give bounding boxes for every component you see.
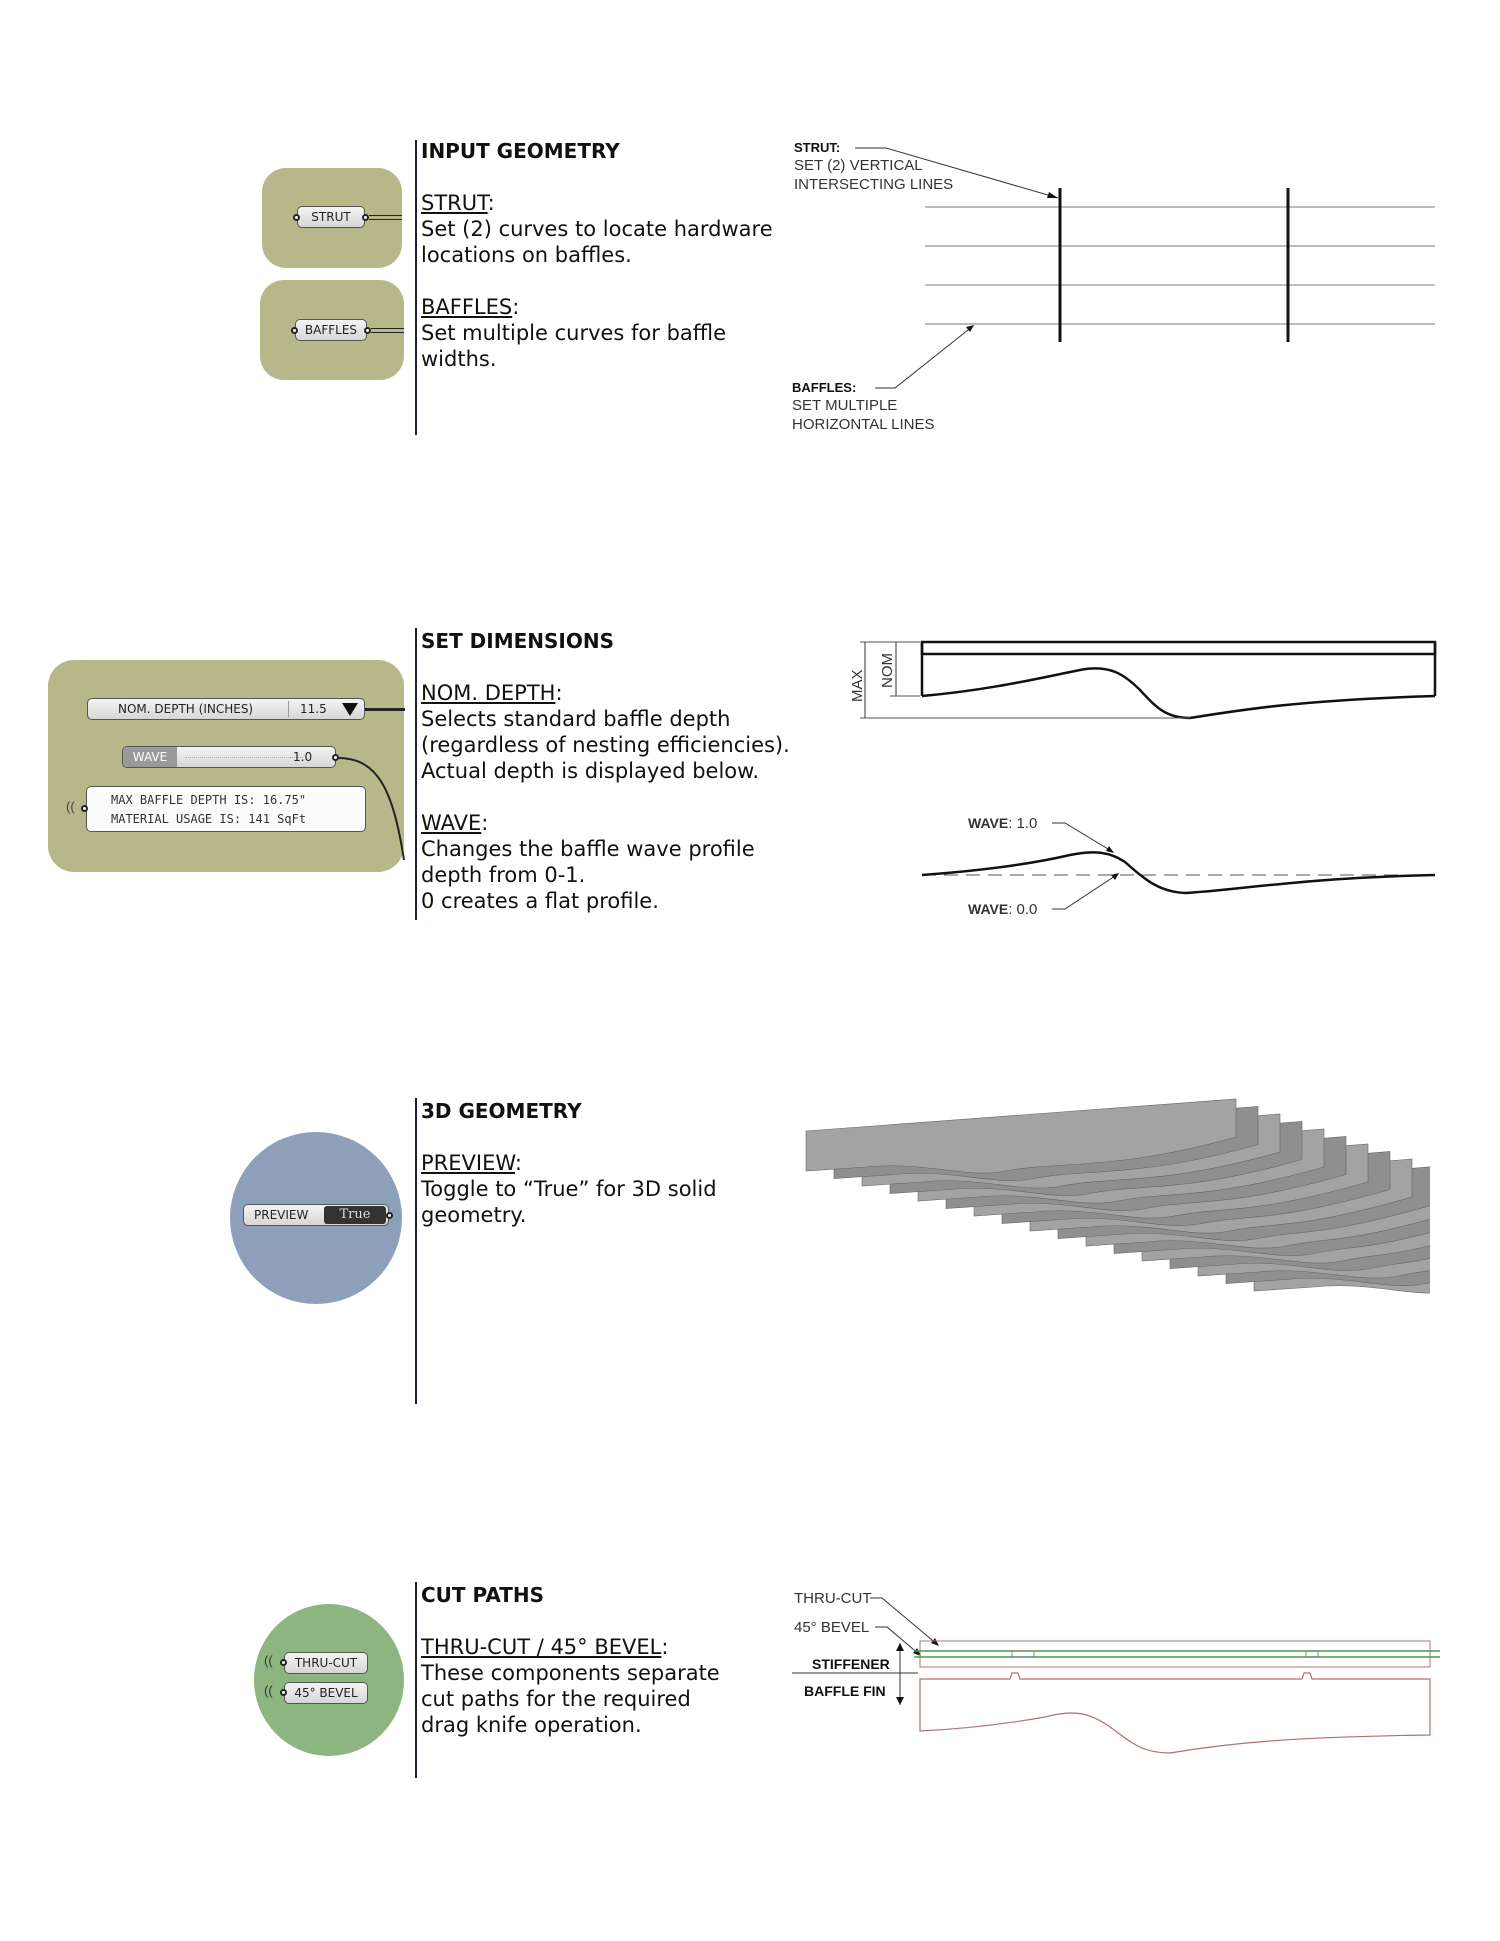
- preview-desc-1: Toggle to “True” for 3D solid: [421, 1177, 717, 1201]
- strut-desc-1: Set (2) curves to locate hardware: [421, 217, 773, 241]
- baffle-profile: [922, 668, 1435, 718]
- strut-desc-2: locations on baffles.: [421, 243, 632, 267]
- wifi-icon: ((: [66, 799, 75, 814]
- baffles-desc-1: Set multiple curves for baffle: [421, 321, 727, 345]
- cutpaths-desc-1: These components separate: [421, 1661, 720, 1685]
- panel-port-left: [81, 805, 88, 812]
- cutpaths-node-bg: [254, 1604, 404, 1756]
- wave-profile: [922, 852, 1435, 893]
- nom-term: NOM. DEPTH: [421, 681, 556, 705]
- wave-term: WAVE: [421, 811, 482, 835]
- svg-text:WAVE: 0.0: WAVE: 0.0: [968, 901, 1038, 918]
- diag-wave-low-label: WAVE: [968, 901, 1009, 917]
- output-panel: [86, 786, 366, 832]
- diag-wave-high-label: WAVE: [968, 815, 1009, 831]
- baffles-node-port-left: [291, 327, 298, 334]
- baffle-3d-render: [800, 1095, 1430, 1425]
- wifi-icon: ((: [264, 1683, 273, 1698]
- diag-wave-low-value: 0.0: [1016, 901, 1038, 918]
- diag-strut-line2: INTERSECTING LINES: [794, 176, 954, 193]
- toggle-label: PREVIEW: [254, 1208, 309, 1222]
- strut-node-port-right: [362, 214, 369, 221]
- baffles-wire: [371, 328, 404, 333]
- strut-node-port-left: [293, 214, 300, 221]
- baffles-term: BAFFLES: [421, 295, 513, 319]
- cutpaths-desc-2: cut paths for the required: [421, 1687, 691, 1711]
- strut-node[interactable]: STRUT: [297, 206, 365, 228]
- cutpaths-divider: [415, 1582, 417, 1778]
- strut-term: STRUT: [421, 191, 488, 215]
- cutpaths-term: THRU-CUT / 45° BEVEL: [421, 1635, 662, 1659]
- input-diagram: [790, 130, 1450, 440]
- diag-baffles-title: BAFFLES:: [792, 380, 857, 395]
- nom-depth-dropdown[interactable]: [87, 698, 365, 720]
- panel-line-1: MAX BAFFLE DEPTH IS: 16.75": [111, 793, 307, 807]
- slider-value: 1.0: [293, 750, 313, 764]
- dimensions-divider: [415, 628, 417, 920]
- baffle-outline: [922, 642, 1435, 654]
- dimensions-heading: SET DIMENSIONS: [421, 629, 615, 653]
- diag-strut-line1: SET (2) VERTICAL: [794, 157, 923, 174]
- diag-baffles-line1: SET MULTIPLE: [792, 397, 898, 414]
- preview-desc-2: geometry.: [421, 1203, 527, 1227]
- thru-cut-port: [280, 1659, 287, 1666]
- diag-nom: NOM: [879, 653, 896, 688]
- wave-slider[interactable]: [122, 746, 336, 768]
- strut-leader-arrow: [1047, 192, 1058, 198]
- baffles-desc-2: widths.: [421, 347, 497, 371]
- preview-toggle[interactable]: [243, 1204, 389, 1226]
- wave-desc-3: 0 creates a flat profile.: [421, 889, 659, 913]
- wave-low-leader: [1052, 874, 1118, 909]
- thru-cut-node[interactable]: THRU-CUT: [284, 1652, 368, 1674]
- baffle-fins: [806, 1099, 1430, 1293]
- cutpaths-desc-3: drag knife operation.: [421, 1713, 642, 1737]
- toggle-value[interactable]: True: [324, 1206, 386, 1224]
- nom-desc-3: Actual depth is displayed below.: [421, 759, 760, 783]
- dropdown-label: NOM. DEPTH (INCHES): [118, 702, 254, 716]
- input-heading: INPUT GEOMETRY: [421, 139, 620, 163]
- input-text: INPUT GEOMETRY STRUT: Set (2) curves to locate hardware locations on baffles. BAFFLES: Set multiple curves for baffle widths.: [421, 138, 801, 372]
- nom-desc-2: (regardless of nesting efficiencies).: [421, 733, 790, 757]
- cutpaths-heading: CUT PATHS: [421, 1583, 545, 1607]
- wave-high-leader: [1052, 823, 1113, 852]
- baffles-node[interactable]: BAFFLES: [295, 319, 367, 341]
- baffles-leader: [875, 326, 973, 388]
- cutpaths-text: CUT PATHS THRU-CUT / 45° BEVEL: These components separate cut paths for the required drag knife operation.: [421, 1582, 801, 1738]
- bevel-node[interactable]: 45° BEVEL: [284, 1682, 368, 1704]
- strut-wire: [369, 215, 402, 220]
- diag-baffle-fin: BAFFLE FIN: [804, 1683, 886, 1699]
- diag-max: MAX: [849, 669, 866, 702]
- preview-term: PREVIEW: [421, 1151, 515, 1175]
- slider-label: WAVE: [123, 747, 177, 767]
- diag-baffles-line2: HORIZONTAL LINES: [792, 416, 935, 433]
- baffle-lines: [925, 207, 1435, 324]
- diag-strut-title: STRUT:: [794, 140, 841, 155]
- dimensions-diagram: [820, 630, 1450, 930]
- dimensions-text: SET DIMENSIONS NOM. DEPTH: Selects standard baffle depth (regardless of nesting efficiencies). Actual depth is displayed below. WAVE: Changes the baffle wave profile depth from 0-1. 0 creates a flat profile.: [421, 628, 801, 914]
- input-divider: [415, 140, 417, 435]
- dropdown-value: 11.5: [300, 702, 327, 716]
- nom-desc-1: Selects standard baffle depth: [421, 707, 731, 731]
- diag-stiffener: STIFFENER: [812, 1656, 890, 1672]
- baffles-node-port-right: [364, 327, 371, 334]
- dropdown-divider: [288, 701, 289, 717]
- chevron-down-icon[interactable]: [342, 703, 358, 716]
- toggle-port: [386, 1212, 393, 1219]
- geometry3d-text: 3D GEOMETRY PREVIEW: Toggle to “True” for 3D solid geometry.: [421, 1098, 801, 1228]
- svg-text:WAVE: 1.0: WAVE: 1.0: [968, 815, 1038, 832]
- cutpaths-diagram: [790, 1585, 1450, 1785]
- stiffener-outline: [920, 1641, 1430, 1667]
- diag-thru: THRU-CUT: [794, 1590, 872, 1607]
- diag-bevel: 45° BEVEL: [794, 1619, 870, 1636]
- slider-track[interactable]: [185, 757, 303, 759]
- strut-lines: [1060, 188, 1288, 342]
- dropdown-wire: [365, 708, 405, 711]
- wave-desc-1: Changes the baffle wave profile: [421, 837, 755, 861]
- diag-wave-high-value: 1.0: [1016, 815, 1038, 832]
- wave-desc-2: depth from 0-1.: [421, 863, 586, 887]
- baffle-fin-outline: [920, 1673, 1430, 1753]
- geometry3d-heading: 3D GEOMETRY: [421, 1099, 582, 1123]
- bevel-port: [280, 1689, 287, 1696]
- wifi-icon: ((: [264, 1653, 273, 1668]
- geometry3d-divider: [415, 1098, 417, 1404]
- panel-line-2: MATERIAL USAGE IS: 141 SqFt: [111, 812, 307, 826]
